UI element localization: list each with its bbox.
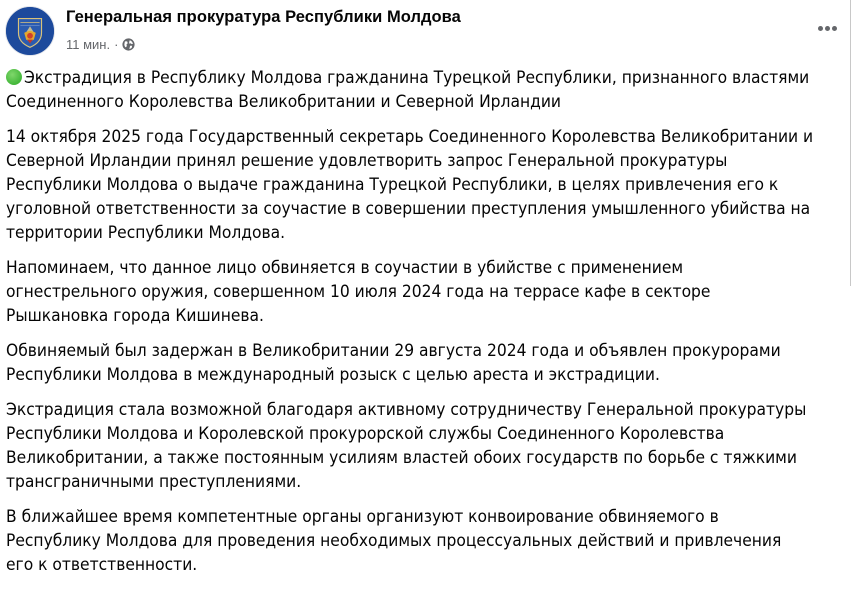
more-horizontal-icon-dot — [818, 26, 823, 31]
post-line — [6, 66, 846, 90]
post-line: Республики Молдова и Королевской прокурорской службы Соединенного Королевства — [6, 424, 725, 444]
globe-icon[interactable] — [122, 38, 135, 51]
post-line: огнестрельного оружия, совершенном 10 июля 2024 года на террасе кафе в секторе — [6, 282, 711, 302]
more-options-button[interactable] — [812, 18, 842, 38]
post-paragraph — [6, 125, 848, 245]
more-horizontal-icon-dot — [832, 26, 837, 31]
post-paragraph — [6, 505, 848, 577]
post-meta — [66, 34, 135, 54]
post-line: Обвиняемый был задержан в Великобритании 29 августа 2024 года и объявлен прокурорами — [6, 341, 781, 361]
avatar[interactable] — [5, 6, 55, 56]
post-line: уголовной ответственности за соучастие в совершении преступления умышленного убийства на — [6, 199, 811, 219]
post-paragraph — [6, 398, 848, 494]
post-paragraph — [6, 339, 848, 387]
post-line: его к ответственности. — [6, 555, 198, 575]
post-line: Северной Ирландии принял решение удовлетворить запрос Генеральной прокуратуры — [6, 151, 728, 171]
post-timestamp[interactable]: 11 мин. — [66, 36, 111, 52]
post-line-text: Экстрадиция в Республику Молдова гражданина Турецкой Республики, признанного властями — [23, 68, 810, 88]
meta-separator: · — [114, 36, 119, 52]
post-header — [0, 0, 852, 60]
post-line: трансграничными преступлениями. — [6, 472, 302, 492]
post-line: Экстрадиция стала возможной благодаря активному сотрудничеству Генеральной прокуратуры — [6, 400, 807, 420]
post-paragraph — [6, 256, 848, 328]
post-line: Рышкановка города Кишинева. — [6, 306, 264, 326]
panel-border — [850, 0, 851, 286]
more-horizontal-icon-dot — [825, 26, 830, 31]
post-line: Соединенного Королевства Великобритании и Северной Ирландии — [6, 92, 561, 112]
post-line: Республику Молдова для проведения необходимых процессуальных действий и привлечения — [6, 531, 782, 551]
post-line: Напоминаем, что данное лицо обвиняется в соучастии в убийстве с применением — [6, 258, 684, 278]
page-name-link[interactable]: Генеральная прокуратура Республики Молдова — [66, 8, 461, 26]
post-paragraph-headline — [6, 66, 848, 114]
post-line: территории Республики Молдова. — [6, 223, 286, 243]
post-line: Республики Молдова в международный розыск с целью ареста и экстрадиции. — [6, 365, 660, 385]
post-line: Республики Молдова о выдаче гражданина Турецкой Республики, в целях привлечения его к — [6, 175, 779, 195]
prosecutor-office-emblem-icon — [6, 7, 54, 55]
post-line: В ближайшее время компетентные органы организуют конвоирование обвиняемого в — [6, 507, 719, 527]
post-line: Великобритании, а также постоянным усилиям властей обоих государств по борьбе с тяжкими — [6, 448, 797, 468]
post-body — [6, 66, 848, 588]
post-line: 14 октября 2025 года Государственный секретарь Соединенного Королевства Великобритании и — [6, 127, 814, 147]
green-circle-icon — [6, 69, 22, 85]
